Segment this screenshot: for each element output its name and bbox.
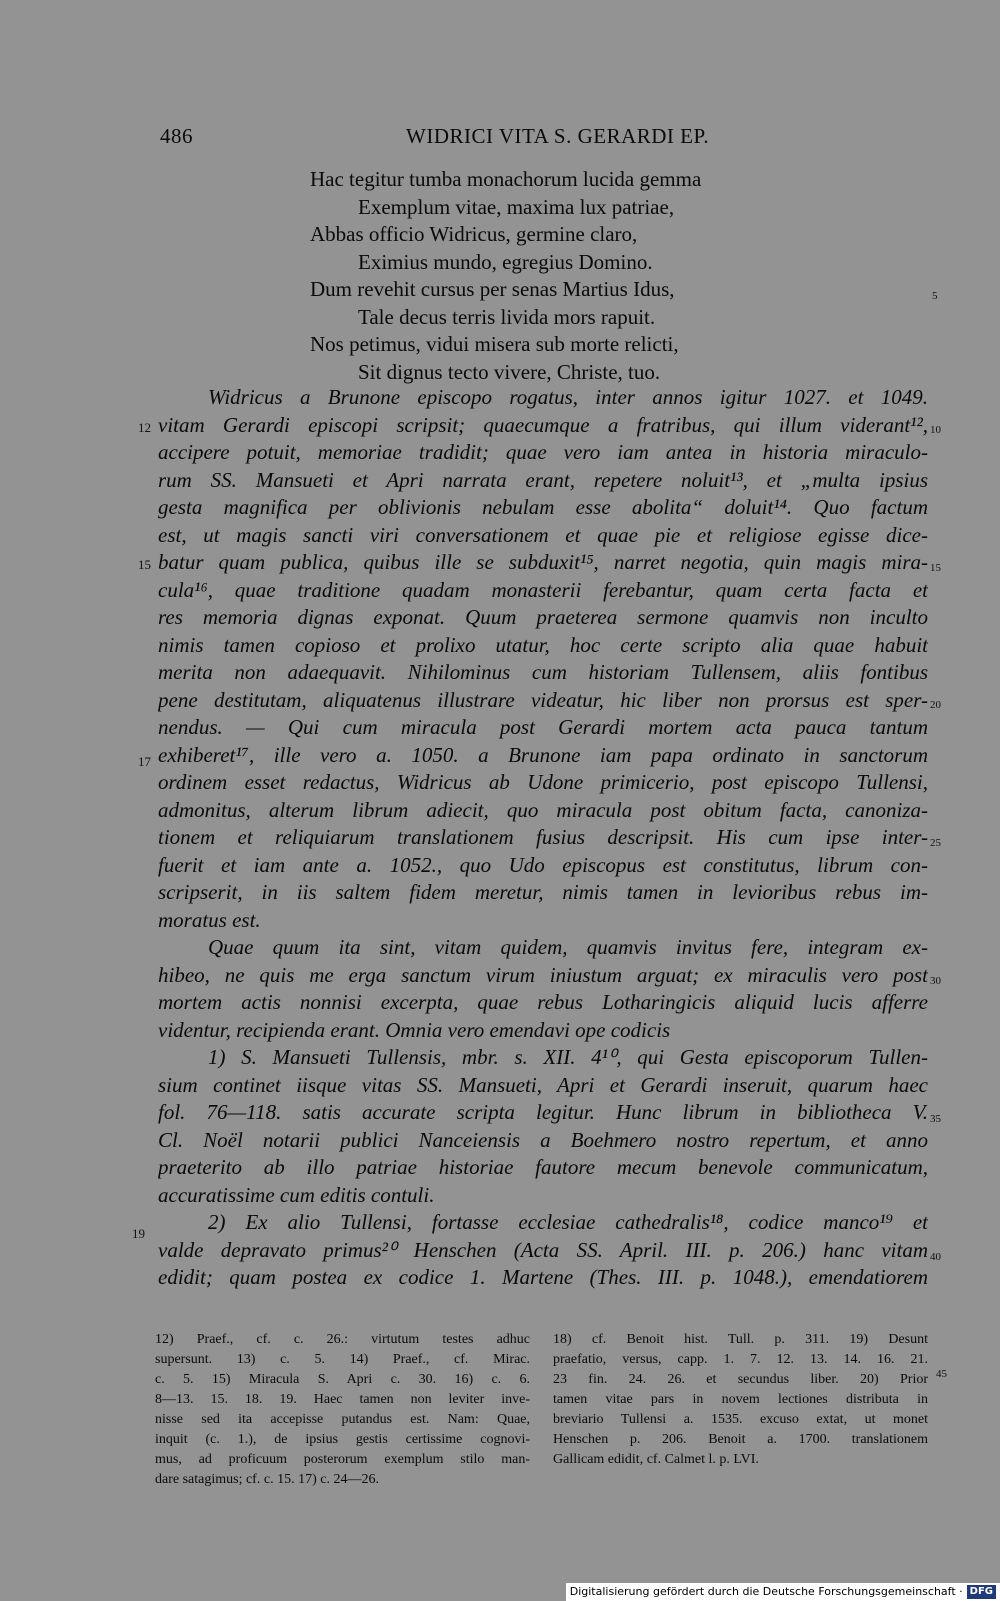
footnote-line: inquit (c. 1.), de ipsius gestis certissime cognovi-	[155, 1432, 530, 1447]
footnote-line: 18) cf. Benoit hist. Tull. p. 311. 19) Desunt	[553, 1332, 928, 1347]
body-text	[158, 384, 928, 1292]
text-line: pene destitutam, aliquatenus illustrare videatur, hic liber non prorsus est sper-	[158, 687, 928, 712]
footnote-line: praefatio, versus, capp. 1. 7. 12. 13. 14. 16. 21.	[553, 1352, 928, 1367]
text-line: nendus. — Qui cum miracula post Gerardi mortem acta pauca tantum	[158, 715, 928, 739]
verse-line: Eximius mundo, egregius Domino.	[358, 249, 653, 274]
dfg-logo: DFG	[967, 1585, 996, 1599]
text-line: accipere potuit, memoriae tradidit; quae vero iam antea in historia miraculo-	[158, 440, 928, 464]
line-number: 35	[930, 1113, 941, 1125]
digitization-credit	[566, 1583, 1000, 1601]
line-number: 25	[930, 837, 941, 849]
footnote-line: 12) Praef., cf. c. 26.: virtutum testes adhuc	[155, 1332, 530, 1347]
text-line: cula¹⁶, quae traditione quadam monasterii ferebantur, quam certa facta et	[158, 577, 928, 602]
footnotes-left-column	[155, 1330, 530, 1490]
footnotes-right-column	[553, 1330, 928, 1470]
verse-line: Nos petimus, vidui misera sub morte relicti,	[310, 332, 679, 356]
text-line: ordinem esset redactus, Widricus ab Udone primicerio, post episcopo Tullensi,	[158, 770, 928, 794]
footnote-line: nisse sed ita accepisse putandus est. Nam: Quae,	[155, 1412, 530, 1427]
text-line: fol. 76—118. satis accurate scripta legitur. Hunc librum in bibliotheca V.	[158, 1100, 928, 1124]
text-line: exhiberet¹⁷, ille vero a. 1050. a Brunone iam papa ordinato in sanctorum	[158, 742, 928, 767]
text-line: est, ut magis sancti viri conversationem et quae pie et religiose egisse dice-	[158, 522, 928, 547]
footnote-line: mus, ad proficuum posterorum exemplum stilo man-	[155, 1452, 530, 1467]
footnote-line: dare satagimus; cf. c. 15. 17) c. 24—26.	[155, 1472, 379, 1487]
text-line: edidit; quam postea ex codice 1. Martene (Thes. III. p. 1048.), emendatiorem	[158, 1265, 928, 1289]
text-line: valde depravato primus²⁰ Henschen (Acta SS. April. III. p. 206.) hanc vitam	[158, 1237, 928, 1262]
footnote-line: tamen vitae pars in novem lectiones distributa in	[553, 1392, 928, 1407]
footnote-line: 8—13. 15. 18. 19. Haec tamen non leviter inve-	[155, 1392, 530, 1407]
text-line: 1) S. Mansueti Tullensis, mbr. s. XII. 4¹⁰, qui Gesta episcoporum Tullen-	[208, 1045, 928, 1069]
text-line: praeterito ab illo patriae historiae fautore mecum benevole communicatum,	[158, 1155, 928, 1179]
epitaph-verse	[310, 166, 910, 386]
verse-line: Tale decus terris livida mors rapuit.	[358, 304, 656, 329]
verse-line: Hac tegitur tumba monachorum lucida gemma	[310, 167, 702, 191]
text-line: res memoria dignas exponat. Quum praeterea sermone quamvis non inculto	[158, 605, 928, 629]
text-line: vitam Gerardi episcopi scripsit; quaecumque a fratribus, qui illum viderant¹²,	[158, 412, 928, 437]
footnote-line: breviario Tullensi a. 1535. excuso extat, ut monet	[553, 1412, 928, 1427]
text-line: videntur, recipienda erant. Omnia vero emendavi ope codicis	[158, 1017, 671, 1042]
text-line: moratus est.	[158, 907, 261, 932]
text-line: tionem et reliquiarum translationem fusius descripsit. His cum ipse inter-	[158, 825, 928, 849]
text-line: nimis tamen copioso et prolixo utatur, hoc certe scripto alia quae habuit	[158, 632, 928, 657]
margin-reference: 17	[138, 754, 151, 769]
text-line: Cl. Noël notarii publici Nanceiensis a Boehmero nostro repertum, et anno	[158, 1127, 928, 1152]
margin-reference: 12	[138, 420, 151, 435]
running-title: WIDRICI VITA S. GERARDI EP.	[406, 124, 710, 148]
footnote-line: c. 5. 15) Miracula S. Apri c. 30. 16) c. 6.	[155, 1372, 530, 1387]
margin-reference: 15	[138, 557, 151, 572]
text-line: scripserit, in iis saltem fidem meretur, nimis tamen in levioribus rebus im-	[158, 880, 928, 904]
line-number: 45	[936, 1368, 947, 1380]
line-number: 40	[930, 1251, 941, 1263]
verse-line: Dum revehit cursus per senas Martius Idus,	[310, 277, 675, 301]
footnote-line: Gallicam edidit, cf. Calmet l. p. LVI.	[553, 1452, 759, 1467]
text-line: Widricus a Brunone episcopo rogatus, inter annos igitur 1027. et 1049.	[208, 385, 928, 409]
margin-reference: 19	[132, 1226, 145, 1241]
text-line: sium continet iisque vitas SS. Mansueti, Apri et Gerardi inseruit, quarum haec	[158, 1072, 928, 1097]
footnote-line: supersunt. 13) c. 5. 14) Praef., cf. Mirac.	[155, 1352, 530, 1367]
verse-line: Abbas officio Widricus, germine claro,	[310, 222, 638, 246]
verse-line: Exemplum vitae, maxima lux patriae,	[358, 194, 675, 219]
text-line: gesta magnifica per oblivionis nebulam esse abolita“ doluit¹⁴. Quo factum	[158, 495, 928, 519]
page-number: 486	[160, 124, 193, 148]
text-line: rum SS. Mansueti et Apri narrata erant, repetere noluit¹³, et „multa ipsius	[158, 467, 928, 492]
line-number: 15	[930, 562, 941, 574]
text-line: fuerit et iam ante a. 1052., quo Udo episcopus est constitutus, librum con-	[158, 852, 928, 877]
credit-text: Digitalisierung gefördert durch die Deutsche Forschungsgemeinschaft ·	[569, 1585, 963, 1598]
text-line: admonitus, alterum librum adiecit, quo miracula post obitum facta, canoniza-	[158, 797, 928, 822]
text-line: hibeo, ne quis me erga sanctum virum iniustum arguat; ex miraculis vero post	[158, 962, 928, 987]
line-number: 10	[930, 424, 941, 436]
text-line: accuratissime cum editis contuli.	[158, 1182, 435, 1207]
text-line: 2) Ex alio Tullensi, fortasse ecclesiae cathedralis¹⁸, codice manco¹⁹ et	[208, 1210, 928, 1234]
verse-line: Sit dignus tecto vivere, Christe, tuo.	[358, 359, 661, 384]
line-number: 5	[932, 290, 938, 302]
line-number: 30	[930, 975, 941, 987]
text-line: mortem actis nonnisi excerpta, quae rebus Lotharingicis aliquid lucis afferre	[158, 990, 928, 1014]
text-line: Quae quum ita sint, vitam quidem, quamvis invitus fere, integram ex-	[208, 935, 928, 959]
footnote-line: 23 fin. 24. 26. et secundus liber. 20) Prior	[553, 1372, 928, 1387]
text-line: merita non adaequavit. Nihilominus cum historiam Tullensem, aliis fontibus	[158, 660, 928, 684]
line-number: 20	[930, 699, 941, 711]
footnote-line: Henschen p. 206. Benoit a. 1700. translationem	[553, 1432, 928, 1447]
text-line: batur quam publica, quibus ille se subduxit¹⁵, narret negotia, quin magis mira-	[158, 550, 928, 574]
